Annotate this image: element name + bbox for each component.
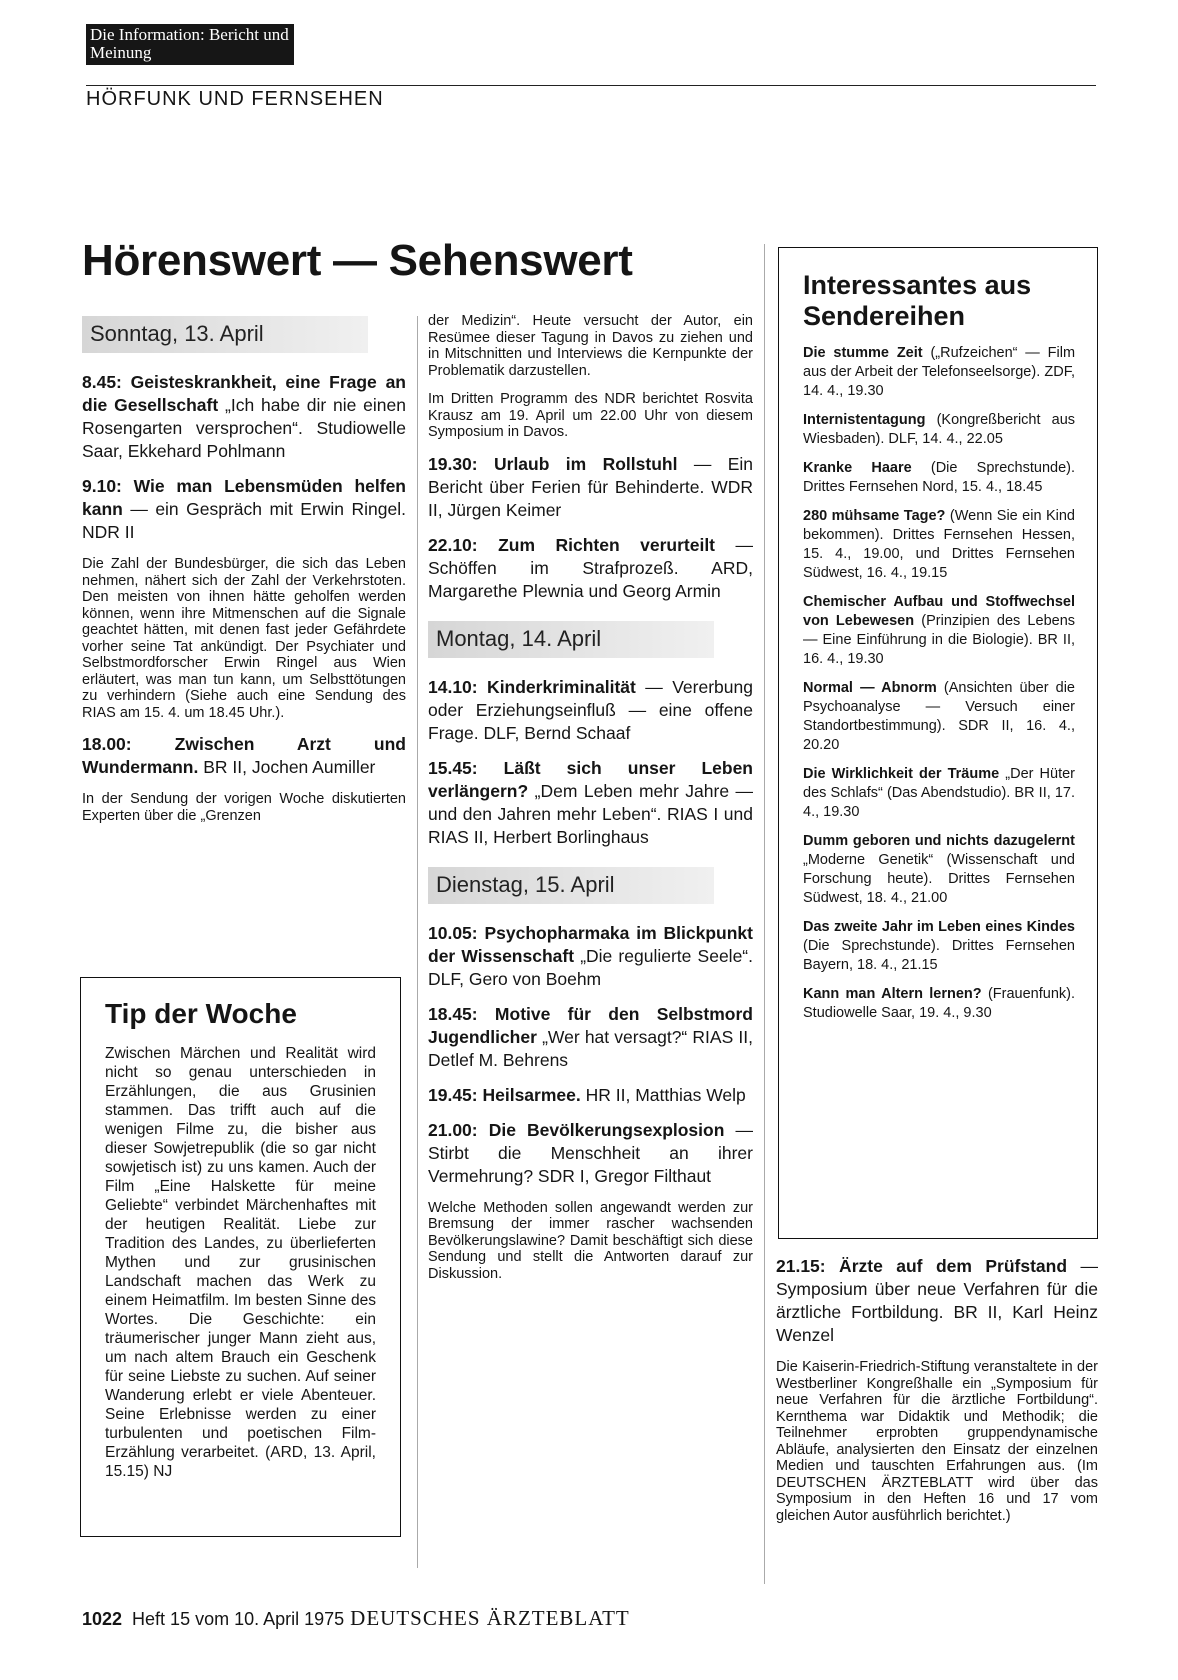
program-entry	[428, 534, 753, 603]
series-item-text: (Kongreßbericht aus Wiesbaden). DLF, 14. 4., 22.05	[803, 412, 1076, 447]
entry-description: der Medizin“. Heute versucht der Autor, ein Resümee dieser Tagung in Davos zu ziehen und in Mitschnitten und Interviews die Kernpunkte der Problematik darzustellen.	[428, 313, 753, 379]
series-item-text: („Rufzeichen“ — Film aus der Arbeit der Telefonseelsorge). ZDF, 14. 4., 19.30	[803, 345, 1076, 399]
entry-title: 15.45: Läßt sich unser Leben verlängern?	[428, 757, 753, 801]
series-box	[778, 247, 1098, 1239]
page-title: Hörenswert — Sehenswert	[82, 236, 633, 285]
day-heading-monday: Montag, 14. April	[428, 621, 714, 658]
program-entry	[82, 475, 406, 544]
entry-text: „Die regulierte Seele“. DLF, Gero von Boehm	[428, 945, 753, 989]
series-title: Interessantes aus Sendereihen	[803, 270, 1032, 331]
series-item	[803, 679, 1075, 755]
series-item-title: Das zweite Jahr im Leben eines Kindes	[803, 919, 1075, 935]
program-entry	[82, 733, 406, 779]
series-item-title: Kann man Altern lernen?	[803, 986, 982, 1002]
tip-of-the-week-box	[80, 977, 401, 1537]
series-item-title: Internistentagung	[803, 412, 926, 428]
entry-title: 19.30: Urlaub im Rollstuhl	[428, 453, 678, 474]
series-item	[803, 411, 1075, 449]
series-item	[803, 593, 1075, 669]
day-heading-sunday: Sonntag, 13. April	[82, 316, 368, 353]
series-item-text: (Die Sprechstunde). Drittes Fernsehen Bayern, 18. 4., 21.15	[803, 938, 1075, 973]
entry-text: — Symposium über neue Verfahren für die ärztliche Fortbildung. BR II, Karl Heinz Wenzel	[776, 1256, 1098, 1345]
entry-title: 18.00: Zwischen Arzt und Wundermann.	[82, 734, 406, 777]
entry-text: „Ich habe dir nie einen Rosengarten versprochen“. Studiowelle Saar, Ekkehard Pohlmann	[82, 395, 406, 461]
series-item	[803, 765, 1075, 822]
entry-title: 8.45: Geisteskrankheit, eine Frage an die Gesellschaft	[82, 372, 406, 415]
column-divider	[764, 244, 765, 1584]
series-item-title: 280 mühsame Tage?	[803, 508, 946, 524]
header-rule	[86, 85, 1096, 86]
entry-title: 18.45: Motive für den Selbstmord Jugendlicher	[428, 1003, 753, 1047]
series-item-text: „Der Hüter des Schlafs“ (Das Abendstudio). BR II, 17. 4., 19.30	[803, 766, 1075, 820]
program-entry	[428, 1003, 753, 1072]
series-item-text: (Frauenfunk). Studiowelle Saar, 19. 4., 9.30	[803, 986, 1075, 1021]
entry-text: — Schöffen im Strafprozeß. ARD, Margarethe Plewnia und Georg Armin	[428, 534, 753, 601]
series-item-title: Die stumme Zeit	[803, 345, 923, 361]
section-kicker: Die Information: Bericht und Meinung	[86, 24, 294, 65]
entry-title: 21.15: Ärzte auf dem Prüfstand	[776, 1256, 1068, 1276]
tip-title: Tip der Woche	[105, 998, 297, 1029]
column-right	[776, 1255, 1098, 1536]
entry-title: 22.10: Zum Richten verurteilt	[428, 534, 716, 555]
program-entry	[428, 676, 753, 745]
series-item-title: Die Wirklichkeit der Träume	[803, 766, 1000, 782]
series-item-text: (Die Sprechstunde). Drittes Fernsehen Nord, 15. 4., 18.45	[803, 460, 1075, 495]
section-label: HÖRFUNK UND FERNSEHEN	[86, 88, 384, 110]
page-footer	[82, 1606, 630, 1631]
program-entry	[428, 757, 753, 849]
series-item-title: Kranke Haare	[803, 460, 912, 476]
entry-title: 21.00: Die Bevölkerungsexplosion	[428, 1119, 725, 1140]
entry-text: „Wer hat versagt?“ RIAS II, Detlef M. Behrens	[428, 1026, 753, 1070]
tip-text: Zwischen Märchen und Realität wird nicht so genau unterschieden in Erzählungen, die aus Grusinien stammen. Das trifft auch auf die wenigen Filme zu, die bisher aus dieser Sowjetrepublik (die so gar nicht sowjetisch ist) zu uns kamen. Auch der Film „Eine Halskette für meine Geliebte“ verbindet Märchenhaftes mit der heutigen Realität. Liebe zur Tradition des Landes, zu überlieferten Mythen und zur grusinischen Landschaft machen das Werk zu einem Heimatfilm. Im besten Sinne des Wortes. Die Geschichte: ein träumerischer junger Mann zieht aus, um nach altem Brauch ein Geschenk für seine Liebste zu suchen. Auf seiner Wanderung erlebt er viele Abenteuer. Seine Erlebnisse werden zu einer turbulenten und poetischen Film-Erzählung verarbeitet. (ARD, 13. April, 15.15) NJ	[105, 1045, 376, 1480]
series-item	[803, 985, 1075, 1023]
column-divider	[417, 316, 418, 1568]
column-sunday	[82, 316, 406, 836]
series-item-text: (Wenn Sie ein Kind bekommen). Drittes Fernsehen Hessen, 15. 4., 19.00, und Drittes Fernsehen Südwest, 16. 4., 19.15	[803, 508, 1075, 581]
issue-line: Heft 15 vom 10. April 1975	[132, 1609, 345, 1629]
journal-masthead: DEUTSCHES ÄRZTEBLATT	[350, 1606, 630, 1630]
program-entry	[428, 1084, 753, 1107]
page-number: 1022	[82, 1609, 123, 1629]
entry-description: In der Sendung der vorigen Woche diskutierten Experten über die „Grenzen	[82, 791, 406, 824]
entry-text: — Stirbt die Menschheit an ihrer Vermehrung? SDR I, Gregor Filthaut	[428, 1119, 753, 1186]
series-item-text: „Moderne Genetik“ (Wissenschaft und Forschung heute). Drittes Fernsehen Südwest, 18. 4., 21.00	[803, 852, 1075, 906]
program-entry	[428, 453, 753, 522]
entry-title: 14.10: Kinderkriminalität	[428, 676, 636, 697]
series-item-title: Normal — Abnorm	[803, 680, 937, 696]
entry-description: Die Kaiserin-Friedrich-Stiftung veranstaltete in der Westberliner Kongreßhalle ein „Symposium für neue Verfahren für die ärztliche Fortbildung“. Kernthema war Didaktik und Methodik; die Teilnehmer erprobten gruppendynamische Abläufe, analysierten den Einsatz der einzelnen Medien und tauschten Erfahrungen aus. (Im DEUTSCHEN ÄRZTEBLATT wird über das Symposium in den Heften 16 und 17 vom gleichen Autor ausführlich berichtet.)	[776, 1359, 1098, 1524]
series-item-text: (Prinzipien des Lebens — Eine Einführung in die Biologie). BR II, 16. 4., 19.30	[803, 613, 1076, 667]
series-item-title: Chemischer Aufbau und Stoffwechsel von Lebewesen	[803, 594, 1075, 629]
program-entry	[428, 1119, 753, 1188]
entry-title: 19.45: Heilsarmee.	[428, 1084, 581, 1105]
entry-text: „Dem Leben mehr Jahre — und den Jahren mehr Leben“. RIAS I und RIAS II, Herbert Borlinghaus	[428, 780, 753, 847]
entry-text: HR II, Matthias Welp	[585, 1084, 746, 1105]
day-heading-tuesday: Dienstag, 15. April	[428, 867, 714, 904]
entry-title: 10.05: Psychopharmaka im Blickpunkt der Wissenschaft	[428, 922, 753, 966]
series-item	[803, 507, 1075, 583]
entry-text: — ein Gespräch mit Erwin Ringel. NDR II	[82, 499, 406, 542]
program-entry	[82, 371, 406, 463]
program-entry	[428, 922, 753, 991]
entry-description: Welche Methoden sollen angewandt werden zur Bremsung der immer rascher wachsenden Bevölkerungslawine? Damit beschäftigt sich diese Sendung und stellt die Antworten darauf zur Diskussion.	[428, 1199, 753, 1282]
entry-text: BR II, Jochen Aumiller	[203, 757, 376, 777]
series-item-title: Dumm geboren und nichts dazugelernt	[803, 833, 1075, 849]
series-item	[803, 918, 1075, 975]
entry-description: Im Dritten Programm des NDR berichtet Rosvita Krausz am 19. April um 22.00 Uhr von diesem Symposium in Davos.	[428, 391, 753, 440]
program-entry	[776, 1255, 1098, 1347]
series-item	[803, 344, 1075, 401]
entry-title: 9.10: Wie man Lebensmüden helfen kann	[82, 476, 406, 519]
entry-description: Die Zahl der Bundesbürger, die sich das Leben nehmen, nähert sich der Zahl der Verkehrstoten. Den meisten von ihnen hätte geholfen werden können, wenn ihre Mitmenschen auf die Signale geachtet hätten, mit denen fast jeder Gefährdete vorher seine Tat ankündigt. Der Psychiater und Selbstmordforscher Erwin Ringel aus Wien erläutert, was man tun kann, um Selbsttötungen zu verhindern (Siehe auch eine Sendung des RIAS am 15. 4. um 18.45 Uhr.).	[82, 556, 406, 721]
entry-text: — Ein Bericht über Ferien für Behinderte. WDR II, Jürgen Keimer	[428, 453, 753, 520]
entry-text: — Vererbung oder Erziehungseinfluß — eine offene Frage. DLF, Bernd Schaaf	[428, 676, 753, 743]
column-middle	[428, 313, 753, 1294]
series-item-text: (Ansichten über die Psychoanalyse — Versuch einer Standortbestimmung). SDR II, 16. 4., 20.20	[803, 680, 1075, 753]
series-item	[803, 832, 1075, 908]
series-item	[803, 459, 1075, 497]
